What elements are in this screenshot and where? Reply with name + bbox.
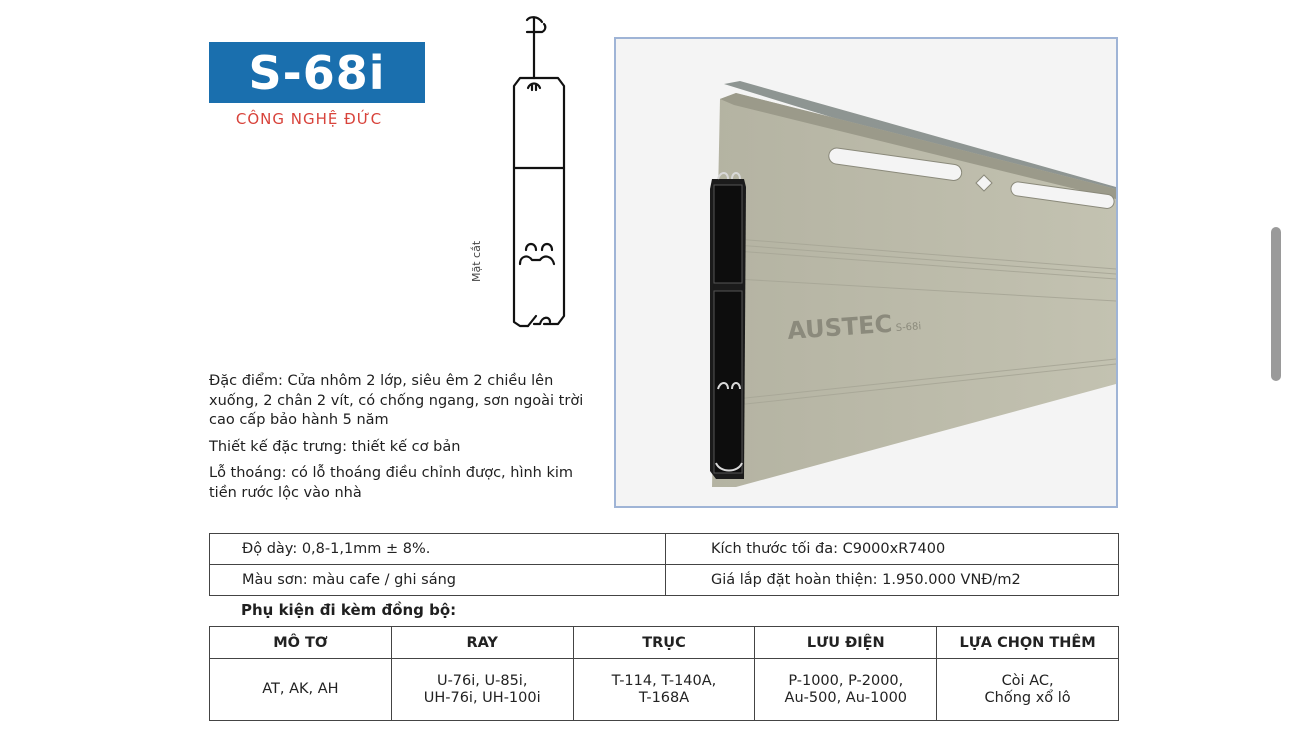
cell-line: Còi AC, (1001, 672, 1054, 689)
header-shaft: TRỤC (573, 627, 755, 659)
tagline: CÔNG NGHỆ ĐỨC (235, 110, 383, 128)
spec-max-size: Kích thước tối đa: C9000xR7400 (666, 534, 1119, 565)
cell-options (937, 659, 1119, 721)
feature-text: Đặc điểm: Cửa nhôm 2 lớp, siêu êm 2 chiều lên xuống, 2 chân 2 vít, có chống ngang, sơn ngoài trời cao cấp bảo hành 5 năm (209, 373, 584, 428)
spec-table (209, 533, 1119, 596)
spec-thickness: Độ dày: 0,8-1,1mm ± 8%. (210, 534, 666, 565)
header-ups: LƯU ĐIỆN (755, 627, 937, 659)
description-block (209, 372, 584, 510)
vertical-scrollbar[interactable] (1271, 227, 1281, 381)
cell-rail (391, 659, 573, 721)
model-badge (209, 42, 425, 103)
header-motor: MÔ TƠ (210, 627, 392, 659)
header-options: LỰA CHỌN THÊM (937, 627, 1119, 659)
cell-line: Chống xổ lô (984, 689, 1071, 706)
table-row (210, 565, 1119, 596)
cell-ups (755, 659, 937, 721)
photo-brand-suffix: S-68i (895, 321, 922, 334)
table-row (210, 659, 1119, 721)
cell-line: AT, AK, AH (262, 681, 339, 697)
photo-brand: AUSTEC (786, 309, 894, 345)
slat-illustration (616, 39, 1116, 506)
spec-price: Giá lắp đặt hoàn thiện: 1.950.000 VNĐ/m2 (666, 565, 1119, 596)
cross-section-drawing (480, 14, 580, 334)
model-title: S-68i (248, 45, 386, 100)
design-text: Thiết kế đặc trưng: thiết kế cơ bản (209, 438, 461, 455)
cell-line: T-168A (638, 689, 690, 706)
cell-motor (210, 659, 392, 721)
accessories-title: Phụ kiện đi kèm đồng bộ: (241, 601, 457, 619)
cell-line: U-76i, U-85i, (436, 672, 528, 689)
accessories-table (209, 626, 1119, 721)
cell-line: UH-76i, UH-100i (423, 689, 541, 706)
cell-line: P-1000, P-2000, (788, 672, 904, 689)
cell-line: T-114, T-140A, (611, 672, 717, 689)
table-row (210, 534, 1119, 565)
vent-text: Lỗ thoáng: có lỗ thoáng điều chỉnh được, hình kim tiền rước lộc vào nhà (209, 465, 574, 501)
cell-line: Au-500, Au-1000 (784, 689, 908, 706)
spec-color: Màu sơn: màu cafe / ghi sáng (210, 565, 666, 596)
table-header-row (210, 627, 1119, 659)
section-label: Mặt cắt (470, 240, 483, 282)
header-rail: RAY (391, 627, 573, 659)
cell-shaft (573, 659, 755, 721)
product-photo (614, 37, 1118, 508)
